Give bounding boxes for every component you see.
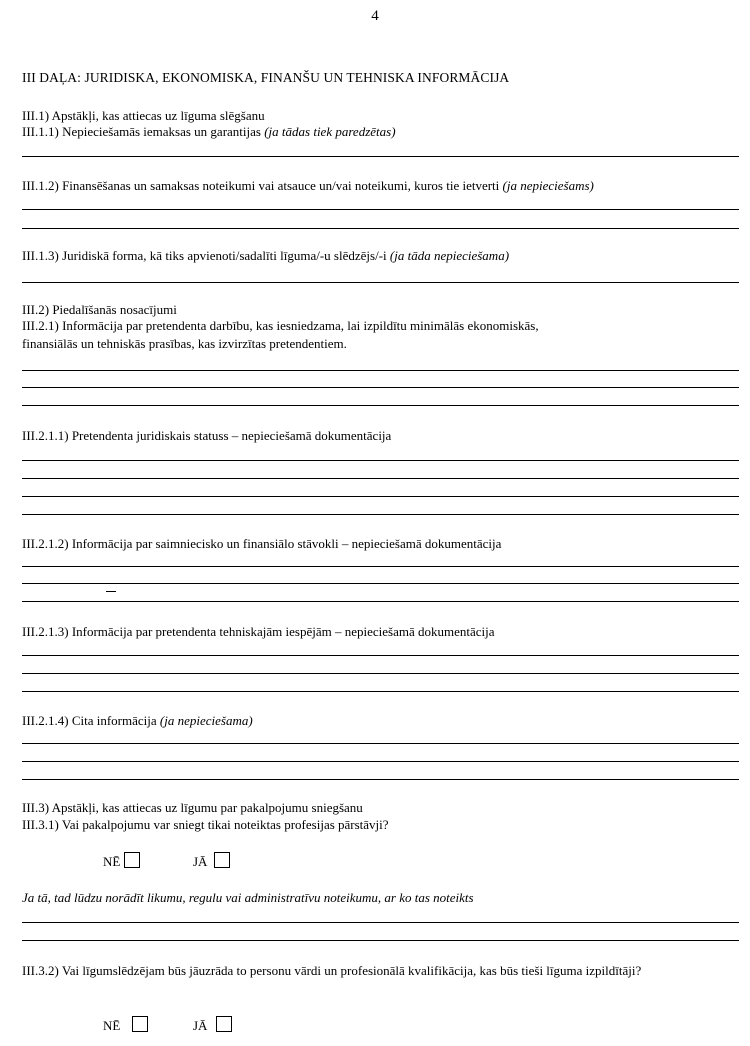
- answer-line: [22, 460, 739, 461]
- stray-dash-mark: [106, 591, 116, 592]
- section-3-3-1-note: Ja tā, tad lūdzu norādīt likumu, regulu vai administratīvu noteikumu, ar ko tas noteikts: [22, 890, 474, 905]
- answer-line: [22, 566, 739, 567]
- section-3-1-1-label: III.1.1) Nepieciešamās iemaksas un garantijas (ja tādas tiek paredzētas): [22, 124, 396, 139]
- yes-option-label-2: JĀ: [193, 1018, 208, 1033]
- answer-line: [22, 761, 739, 762]
- section-3-3-1-label: III.3.1) Vai pakalpojumu var sniegt tikai noteiktas profesijas pārstāvji?: [22, 817, 389, 832]
- section-3-2-1-3-label: III.2.1.3) Informācija par pretendenta tehniskajām iespējām – nepieciešamā dokumentācija: [22, 624, 495, 639]
- section-3-1-3-note: (ja tāda nepieciešama): [389, 248, 510, 263]
- no-checkbox-2[interactable]: [132, 1016, 148, 1032]
- section-3-1-title: III.1) Apstākļi, kas attiecas uz līguma slēgšanu: [22, 108, 265, 123]
- section-3-2-1-intro-line1: III.2.1) Informācija par pretendenta darbību, kas iesniedzama, lai izpildītu minimālās ekonomiskās,: [22, 318, 539, 333]
- answer-line: [22, 156, 739, 157]
- answer-line: [22, 282, 739, 283]
- answer-line: [22, 922, 739, 923]
- part-heading: III DAĻA: JURIDISKA, EKONOMISKA, FINANŠU UN TEHNISKA INFORMĀCIJA: [22, 70, 510, 85]
- answer-line: [22, 673, 739, 674]
- answer-line: [22, 743, 739, 744]
- yes-checkbox-1[interactable]: [214, 852, 230, 868]
- answer-line: [22, 370, 739, 371]
- section-3-2-1-4-note: (ja nepieciešama): [159, 713, 253, 728]
- answer-line: [22, 478, 739, 479]
- no-checkbox-1[interactable]: [124, 852, 140, 868]
- yes-option-label-1: JĀ: [193, 854, 208, 869]
- answer-line: [22, 601, 739, 602]
- section-3-1-3-label: III.1.3) Juridiskā forma, kā tiks apvienoti/sadalīti līguma/-u slēdzējs/-i (ja tāda nepieciešama): [22, 248, 510, 263]
- answer-line: [22, 514, 739, 515]
- answer-line: [22, 496, 739, 497]
- section-3-3-2-label: III.3.2) Vai līgumslēdzējam būs jāuzrāda to personu vārdi un profesionālā kvalifikācija, kas būs tieši līguma izpildītāji?: [22, 963, 642, 978]
- answer-line: [22, 228, 739, 229]
- no-option-label-2: NĒ: [103, 1018, 121, 1033]
- answer-line: [22, 691, 739, 692]
- answer-line: [22, 779, 739, 780]
- section-3-1-2-note: (ja nepieciešams): [502, 178, 594, 193]
- page-number: 4: [371, 8, 379, 24]
- section-3-2-1-4-label: III.2.1.4) Cita informācija (ja nepieciešama): [22, 713, 253, 728]
- answer-line: [22, 655, 739, 656]
- section-3-1-1-note: (ja tādas tiek paredzētas): [264, 124, 396, 139]
- answer-line: [22, 387, 739, 388]
- answer-line: [22, 405, 739, 406]
- section-3-2-1-intro-line2: finansiālās un tehniskās prasības, kas izvirzītas pretendentiem.: [22, 336, 347, 351]
- answer-line: [22, 583, 739, 584]
- no-option-label-1: NĒ: [103, 854, 121, 869]
- section-3-2-title: III.2) Piedalīšanās nosacījumi: [22, 302, 177, 317]
- yes-checkbox-2[interactable]: [216, 1016, 232, 1032]
- section-3-2-1-1-label: III.2.1.1) Pretendenta juridiskais statuss – nepieciešamā dokumentācija: [22, 428, 392, 443]
- section-3-3-title: III.3) Apstākļi, kas attiecas uz līgumu par pakalpojumu sniegšanu: [22, 800, 363, 815]
- answer-line: [22, 940, 739, 941]
- section-3-2-1-2-label: III.2.1.2) Informācija par saimniecisko un finansiālo stāvokli – nepieciešamā dokumentācija: [22, 536, 502, 551]
- answer-line: [22, 209, 739, 210]
- section-3-1-2-label: III.1.2) Finansēšanas un samaksas noteikumi vai atsauce un/vai noteikumi, kuros tie ietverti (ja nepieciešams): [22, 178, 594, 193]
